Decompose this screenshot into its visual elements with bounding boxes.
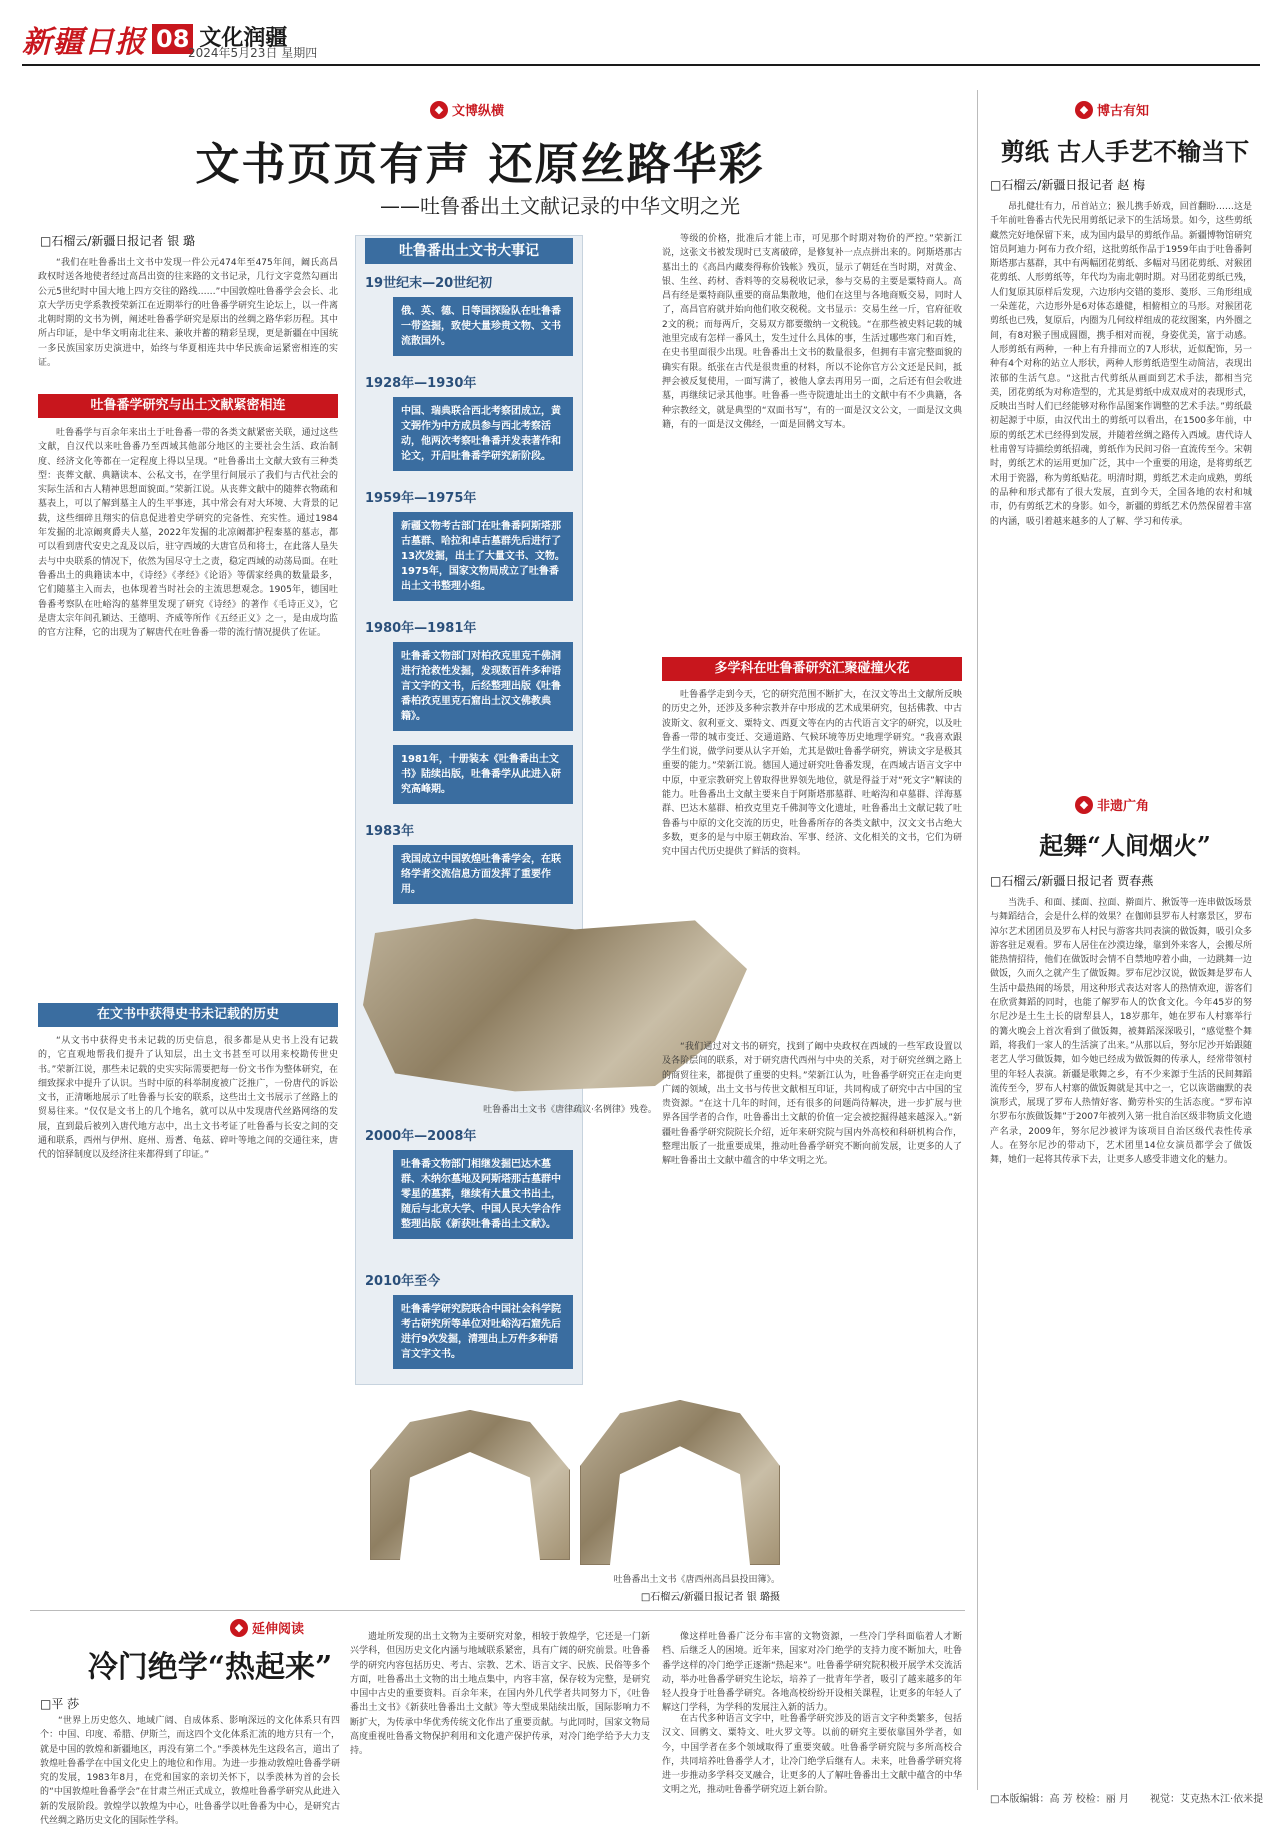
subhead-1: 吐鲁番学研究与出土文献紧密相连 — [38, 394, 338, 418]
timeline-era: 2000年—2008年 — [365, 1129, 477, 1144]
subhead-3: 多学科在吐鲁番研究汇聚碰撞火花 — [662, 657, 962, 681]
jianzhi-headline: 剪纸 古人手艺不输当下 — [1000, 137, 1250, 166]
lengmen-col2: 遗址所发现的出土文物为主要研究对象，相较于敦煌学，它还是一门新兴学科，但因历史文化内涵与地域联系紧密，具有广阔的研究前景。吐鲁番学的研究内容包括历史、考古、宗教、艺术、语言文字、民族、民俗等多个方面，吐鲁番出土文物的出土地点集中，内容丰富，保存较为完整，是研究中国中古史的重要资料。百余年来，在国内外几代学者共同努力下，《吐鲁番出土文书》《新获吐鲁番出土文献》等大型成果陆续出版，国际影响力不断扩大，为传承中华优秀传统文化作出了重要贡献。与此同时，国家文物局高度重视吐鲁番文物保护利用和文化遗产保护传承，对冷门绝学给予大力支持。 — [350, 1632, 650, 1757]
timeline-era: 2010年至今 — [365, 1274, 441, 1289]
document-photo-2a — [370, 1410, 570, 1560]
timeline-event: 新疆文物考古部门在吐鲁番阿斯塔那古墓群、哈拉和卓古墓群先后进行了13次发掘，出土了大量文书、文物。1975年，国家文物局成立了吐鲁番出土文书整理小组。 — [393, 512, 573, 601]
lengmen-col1: “世界上历史悠久、地域广阔、自成体系、影响深远的文化体系只有四个：中国、印度、希腊、伊斯兰，而这四个文化体系汇流的地方只有一个，就是中国的敦煌和新疆地区，再没有第二个。”季羡林先生这段名言，道出了敦煌吐鲁番学在中国文化史上的地位和作用。为进一步推动敦煌吐鲁番学研究的发展，1983年8月，在党和国家的亲切关怀下，以季羡林为首的会长的“中国敦煌吐鲁番学会”在甘肃兰州正式成立，敦煌吐鲁番学研究从此进入新的发展阶段。敦煌学以敦煌为中心，吐鲁番学以吐鲁番为中心，是研究古代丝绸之路历史文化的国际性学科。 — [40, 1716, 340, 1827]
tag-wenbo: ◆ 文博纵横 — [430, 100, 504, 119]
masthead-rule — [22, 64, 1260, 66]
tag-yanshen: ◆ 延伸阅读 — [230, 1618, 304, 1637]
tag-feiyi: ◆ 非遗广角 — [1075, 795, 1149, 814]
timeline-list — [365, 270, 573, 904]
tag-dot-icon: ◆ — [1075, 101, 1093, 119]
main-col1-body: 吐鲁番学与百余年来出土于吐鲁番一带的各类文献紧密关联，通过这些文献，自汉代以来吐鲁番乃至西域其他部分地区的主要社会生活、政治制度、经济文化等都在一定程度上得以呈现。“吐鲁番出土文献大致有三种类型：丧葬文献、典籍读本、公私文书，在学里行间展示了我们与古代社会的实际生活和古人精神思想面貌面。”荣新江说。从丧葬文献中的随葬衣物疏和墓表上，可以了解到墓主人的生平事迹，其中常会有对大环境、大背景的记载，这些细碎且翔实的信息促进着史学研究的完备性、充实性。通过1984年发掘的北凉阚爽爵夫人墓，2022年发掘的北凉阚都护程秦墓的墓志，都可以看到唐代安史之乱及以后，驻守西域的大唐官员和将士，在此落人垦失去与中央联系的情况下，依然为国尽守土之责，稳定西域的动荡局面。在吐鲁番出土的典籍读本中，《诗经》《孝经》《论语》等儒家经典的数量最多，它们随墓主入而去，也体现着当时社会的主流思想观念。1905年，德国吐鲁番考察队在吐峪沟的墓葬里发现了研究《诗经》的著作《毛诗正义》，它是唐太宗年间孔颖达、王德明、齐威等所作《五经正义》之一，是由成均监的官方注释，它的出现为了解唐代在吐鲁番一带的流行情况提供了佐证。 — [38, 428, 338, 639]
lengmen-headline: 冷门绝学“热起来” — [87, 1650, 333, 1685]
lengmen-col3: 像这样吐鲁番广泛分布丰富的文物资源，一些冷门学科面临着人才断档、后继乏人的困境。近年来，国家对冷门绝学的支持力度不断加大，吐鲁番学这样的冷门绝学正逐渐“热起来”。吐鲁番学研究院积极开展学术交流活动，举办吐鲁番学研究生论坛，培养了一批青年学者，吸引了越来越多的年轻人投身于吐鲁番学研究。各地高校纷纷开设相关课程，让更多的年轻人了解这门学科，为学科的发展注入新的活力。 — [662, 1632, 962, 1714]
main-byline: □石榴云/新疆日报记者 银 璐 — [40, 234, 196, 248]
timeline-era: 19世纪末—20世纪初 — [365, 276, 493, 291]
dance-body: 当洗手、和面、揉面、拉面、擀面片、揪饭等一连串做饭场景与舞蹈结合，会是什么样的效果？在伽师县罗布人村寨景区，罗布淖尔艺术团团员及罗布人村民与游客共同表演的做饭舞，吸引众多游客驻足观看。罗布人居住在沙漠边缘，靠到外来客人，会搬尽所能热情招待，他们在做饭时会情不自禁地哼着小曲，一边跳舞一边做饭，久而久之就产生了做饭舞。罗布尼沙汉说，做饭舞是罗布人生活中最热闹的场景，用这种形式表达对客人的热情欢迎，游客们在欣赏舞蹈的同时，也能了解罗布人的饮食文化。今年45岁的努尔尼沙是土生土长的尉犁县人，18岁那年，她在罗布人村寨举行的篝火晚会上首次看到了做饭舞，被舞蹈深深吸引，“感觉整个舞蹈，将我们一家人的生活演了出来。”从那以后，努尔尼沙开始跟随老艺人学习做饭舞，如今她已经成为做饭舞的传承人，经常带领村里的年轻人表演。新疆是歌舞之乡，有不少来源于生活的民间舞蹈流传至今，罗布人村寨的做饭舞就是其中之一，它以诙谐幽默的表演形式，展现了罗布人热情好客、勤劳朴实的生活态度。“罗布淖尔罗布尔族做饭舞”于2007年被列入第一批自治区级非物质文化遗产名录，2009年，努尔尼沙被评为该项目自治区级代表性传承人。在努尔尼沙的带动下，艺术团里14位女演员都学会了做饭舞，她们一起将其传承下去，让更多人感受非遗文化的魅力。 — [990, 898, 1252, 1166]
timeline-era: 1980年—1981年 — [365, 621, 477, 636]
jianzhi-byline: □石榴云/新疆日报记者 赵 梅 — [990, 178, 1146, 192]
timeline-event: 俄、英、德、日等国探险队在吐鲁番一带盗掘，致使大量珍贵文物、文书流散国外。 — [393, 297, 573, 356]
photo-credit: □石榴云/新疆日报记者 银 璐摄 — [640, 1592, 780, 1603]
timeline-era: 1959年—1975年 — [365, 491, 477, 506]
document-photo-2b — [580, 1400, 780, 1565]
page-number: 08 — [152, 24, 193, 54]
photo-caption-2: 吐鲁番出土文书《唐西州高昌县投田簿》。 — [613, 1575, 780, 1585]
timeline-event: 我国成立中国敦煌吐鲁番学会，在联络学者交流信息方面发挥了重要作用。 — [393, 845, 573, 904]
tag-dot-icon: ◆ — [1075, 796, 1093, 814]
dance-headline: 起舞“人间烟火” — [1039, 831, 1211, 860]
timeline-event: 1981年，十册装本《吐鲁番出土文书》陆续出版，吐鲁番学从此进入研究高峰期。 — [393, 745, 573, 804]
timeline-era: 1928年—1930年 — [365, 376, 477, 391]
newspaper-logo: 新疆日报 — [22, 25, 146, 60]
timeline-list-2 — [365, 1125, 573, 1239]
footer-visual: 视觉：艾克热木江·依米提 — [1150, 1794, 1264, 1805]
photo-caption-1: 吐鲁番出土文书《唐律疏议·名例律》残卷。 — [483, 1105, 657, 1115]
dance-byline: □石榴云/新疆日报记者 贾春燕 — [990, 874, 1154, 888]
main-col2-body: 等级的价格，批准后才能上市，可见那个时期对物价的严控。”荣新江说，这张文书被发现时已支离破碎，是修复补一点点拼出来的。阿斯塔那古墓出土的《高昌内藏奏得称价钱帐》残页，显示了朝廷在当时期，对黄金、银、生丝、药材、香料等的交易税收记录，参与交易的主要是粟特商人。高昌有经是粟特商队重要的商品集散地，他们在这里与各地商贩交易，同时人了，高昌官府就并始向他们收交税税。文书显示：交易生丝一斤，官府征收2文的税；而每两斤，交易双方都要缴纳一文税钱。“在那些被史料记载的城池里完成有怎样一番风土，发生过什么具体的事，生活过哪些寒门和百姓，在史书里面很少出现。吐鲁番出土文书的数量很多，但拥有丰富完整面貌的确实有限。纸张在古代是很贵重的材料，所以不论你官方公文还是民间，抵押会被反复使用，一面写满了，被他人拿去再用另一面，之后还有但会收进墓，再继续记录其他事。吐鲁番一些寺院遗址出土的文献中有不少典籍，各种宗教经文，就是典型的“双面书写”，有的一面是汉文公文，一面是汉文典籍，有的一面是汉文佛经，一面是回鹘文写本。 — [662, 234, 962, 430]
main-col2-end: “我们通过对文书的研究，找到了阚中央政权在西域的一些军政设置以及各阶层间的联系，对于研究唐代西州与中央的关系，对于研究丝绸之路上的商贸往来，都提供了重要的史料。”荣新江认为，吐鲁番学研究正在走向更广阔的领域，出土文书与传世文献相互印证，共同构成了研究中古中国的宝贵资源。“在这十几年的时间，还有很多的问题尚待解决，进一步扩展与世界各国学者的合作，吐鲁番出土文献的价值一定会被挖掘得越来越深入。”新疆吐鲁番学研究院院长介绍，近年来研究院与国内外高校和科研机构合作，整理出版了一批重要成果，推动吐鲁番学研究不断向前发展，让更多的人了解吐鲁番出土文献中蕴含的中华文明之光。 — [662, 1042, 962, 1167]
timeline-event: 吐鲁番文物部门相继发掘巴达木墓群、木纳尔墓地及阿斯塔那古墓群中零星的墓葬，继续有大量文书出土，随后与北京大学、中国人民大学合作整理出版《新获吐鲁番出土文献》。 — [393, 1150, 573, 1239]
lengmen-byline: □平 莎 — [40, 1697, 80, 1711]
timeline-list-3 — [365, 1270, 573, 1369]
lengmen-col4: 在古代多种语言文字中，吐鲁番学研究涉及的语言文字种类繁多，包括汉文、回鹘文、粟特文、吐火罗文等。以前的研究主要依靠国外学者，如今，中国学者在多个领域取得了重要突破。吐鲁番学研究院与多所高校合作，共同培养吐鲁番学人才，让冷门绝学后继有人。未来，吐鲁番学研究将进一步推动多学科交叉融合，让更多的人了解吐鲁番出土文献中蕴含的中华文明之光，推动吐鲁番学研究迈上新台阶。 — [662, 1714, 962, 1796]
main-col1-end: “从文书中获得史书未记载的历史信息，很多都是从史书上没有记载的，它直观地帮我们提升了认知层，出土文书甚至可以用来校勘传世史书。”荣新江说，那些未记载的史实实际需要把每一份文书作为整体研究，在细致探求中提升了认识。当时中原的科举制度被广泛推广，一份唐代的诉讼文书，正清晰地展示了吐鲁番与长安的联系，这些出土文书展示了丝路上的贸易往来。“仅仅是文书上的几个地名，就可以从中发现唐代丝路网络的发展，直到最后被列入唐代地方志中，出土文书考证了吐鲁番与长安之间的交通和联系，西州与伊州、庭州、焉耆、龟兹、碎叶等地之间的交通往来，唐代的馆驿制度以及经济往来都得到了印证。” — [38, 1036, 338, 1161]
jianzhi-body: 昂扎健壮有力，吊首站立；猴儿携手娇戏，回首翻盼……这是千年前吐鲁番古代先民用剪纸记录下的生活场景。如今，这些剪纸藏然完好地保留下来，成为国内最早的剪纸作品。新疆博物馆研究馆员阿迪力·阿布力孜介绍，这批剪纸作品于1959年由于吐鲁番阿斯塔那古墓群，其中有两幅团花剪纸、多幅对马团花剪纸、对猴团花剪纸、人形剪纸等，年代均为南北朝时期。对马团花剪纸已残，人们复原其原样后发现，六边形内交错的菱形、菱形、三角形组成一朵莲花，六边形外是6对体态雄健，相俯相立的马形。对猴团花剪纸也已残，复原后，内圈为几何纹样组成的花纹图案，内外圈之间，有8对猴子围成圆圈，携手相对而视，身姿优美，富于动感。人形剪纸有两种，一种上有升排而立的7人形状，近似配饰，另一种有4个对称的站立人形状，两种人形剪纸造型生动简洁，表现出浓郁的生活气息。“这批古代剪纸从画面到艺术手法，都相当完美，团花剪纸为对称造型的，尤其是剪纸中成双成对的表现形式，反映出当时人们已经能够对称作品图案作调整的艺术手法。”剪纸最初起源于中原，由汉代出土的剪纸可以看出，在1500多年前，中原的剪纸艺术已经得到发展，并随着丝绸之路传入西域。唐代诗人杜甫曾写诗描绘剪纸招魂，剪纸作为民间习俗一直流传至今。宋朝时，剪纸艺术的运用更加广泛，其中一个重要的用途，是将剪纸艺术用于瓷器，称为剪纸贴花。明清时期，剪纸艺术走向成熟，剪纸的品种和形式都有了很大发展，直到今天，全国各地的农村和城市，仍有剪纸艺术的身影。如今，新疆的剪纸艺术仍然保留着丰富的内涵，吸引着越来越多的人了解、学习和传承。 — [990, 202, 1252, 527]
issue-date: 2024年5月23日 星期四 — [188, 46, 318, 60]
tag-dot-icon: ◆ — [430, 101, 448, 119]
subhead-2: 在文书中获得史书未记载的历史 — [38, 1003, 338, 1027]
timeline-event: 中国、瑞典联合西北考察团成立，黄文弼作为中方成员参与西北考察活动，他两次考察吐鲁番并发表著作和论文，开启吐鲁番学研究新阶段。 — [393, 397, 573, 471]
column-divider — [977, 90, 978, 1790]
section-title: 文化润疆 — [199, 26, 288, 51]
timeline-event: 吐鲁番学研究院联合中国社会科学院考古研究所等单位对吐峪沟石窟先后进行9次发掘，清理出上万件多种语言文字文书。 — [393, 1295, 573, 1369]
main-headline: 文书页页有声 还原丝路华彩 — [195, 139, 765, 190]
main-subtitle: ——吐鲁番出土文献记录的中华文明之光 — [380, 194, 740, 218]
main-col2-mid: 吐鲁番学走到今天，它的研究范围不断扩大，在汉文等出土文献所反映的历史之外，还涉及多种宗教并存中形成的艺术成果研究，包括佛教、中古波斯文、叙利亚文、粟特文、西夏文等在内的古代语言文字的研究，以及吐鲁番一带的城市变迁、交通道路、气候环境等历史地理学研究。“我喜欢跟学生们说，做学问要从认字开始，尤其是做吐鲁番学研究，辨读文字是极其重要的能力。”荣新江说。德国人通过研究吐鲁番发现，在西域古语言文字中中原，中亚宗教研究上曾取得世界领先地位，就是得益于对“死文字”解读的能力。吐鲁番出土文献主要来自于阿斯塔那墓群、吐峪沟和卓墓群、洋海墓群、巴达木墓群、柏孜克里克千佛洞等文化遗址，吐鲁番出土文献记载了吐鲁番与中原的文化交流的历史，吐鲁番所存的各类文献中，汉文文书占绝大多数，更多的是与中原王朝政治、军事、经济、文化相关的文书，它们为研究中国古代历史提供了鲜活的资料。 — [662, 690, 962, 858]
timeline-era: 1983年 — [365, 824, 415, 839]
main-col1-intro: “我们在吐鲁番出土文书中发现一件公元474年至475年间，阚氏高昌政权时送各地使者经过高昌出资的往来路的文书记录，几行文字竟然勾画出公元5世纪时中国大地上四方交往的路线……”中国敦煌吐鲁番学会会长、北京大学历史学系教授荣新江在近期举行的吐鲁番学研究生论坛上，以一件离北朝时期的文书为例，阐述吐鲁番学研究是原出的丝绸之路华彩历程。其中所占印证，是中华文明南北往来、兼收并蓄的精彩呈现，更是新疆在中国统一多民族国家历史演进中，始终与华夏相连共中华民族命运紧密相连的实证。 — [38, 258, 338, 369]
timeline-heading: 吐鲁番出土文书大事记 — [365, 238, 573, 264]
tag-bogu: ◆ 博古有知 — [1075, 100, 1149, 119]
footer-editors: □本版编辑：高 芳 校检：丽 月 — [990, 1794, 1129, 1805]
bottom-rule — [30, 1610, 965, 1611]
timeline-event: 吐鲁番文物部门对柏孜克里克千佛洞进行抢救性发掘，发现数百件多种语言文字的文书，后经整理出版《吐鲁番柏孜克里克石窟出土汉文佛教典籍》。 — [393, 642, 573, 731]
tag-dot-icon: ◆ — [230, 1619, 248, 1637]
